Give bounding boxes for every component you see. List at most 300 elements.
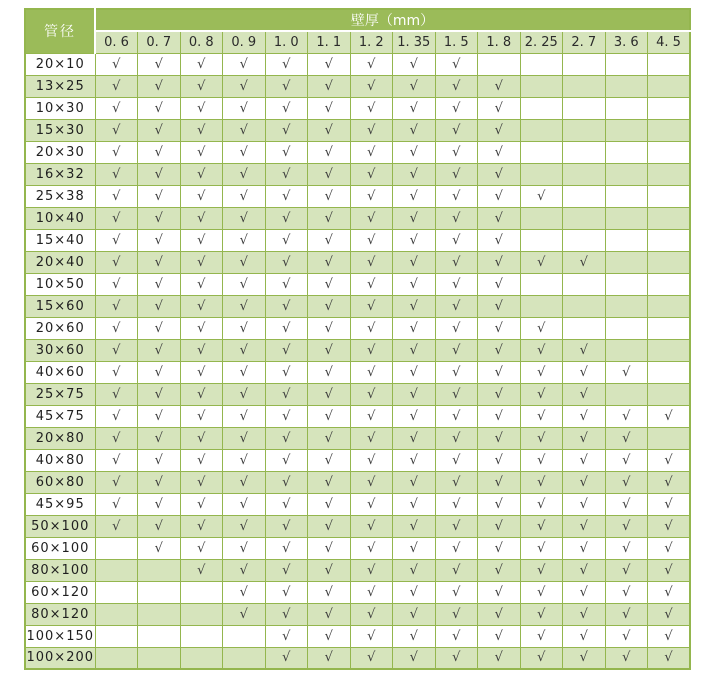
check-cell: √: [435, 119, 478, 141]
check-cell: √: [393, 471, 436, 493]
check-cell: √: [95, 515, 138, 537]
check-cell: √: [520, 185, 563, 207]
check-cell: √: [563, 449, 606, 471]
check-cell: √: [350, 559, 393, 581]
check-cell: √: [223, 383, 266, 405]
empty-cell: [95, 647, 138, 669]
check-cell: √: [180, 449, 223, 471]
empty-cell: [605, 163, 648, 185]
check-cell: √: [95, 53, 138, 75]
row-label-cell: 25×38: [25, 185, 95, 207]
empty-cell: [563, 53, 606, 75]
check-cell: √: [435, 537, 478, 559]
check-cell: √: [180, 537, 223, 559]
check-cell: √: [393, 405, 436, 427]
check-cell: √: [265, 559, 308, 581]
check-cell: √: [435, 361, 478, 383]
check-cell: √: [138, 273, 181, 295]
top-header-wall-thickness: 壁厚（mm）: [95, 9, 690, 31]
check-cell: √: [435, 141, 478, 163]
check-cell: √: [223, 449, 266, 471]
table-row: [25, 471, 690, 493]
row-label-cell: 15×40: [25, 229, 95, 251]
check-cell: √: [478, 295, 521, 317]
check-cell: √: [95, 273, 138, 295]
check-cell: √: [563, 251, 606, 273]
check-cell: √: [393, 427, 436, 449]
thickness-header-cell: 1. 35: [393, 31, 436, 53]
check-cell: √: [563, 339, 606, 361]
check-cell: √: [478, 427, 521, 449]
empty-cell: [605, 207, 648, 229]
check-cell: √: [95, 383, 138, 405]
check-cell: √: [350, 603, 393, 625]
check-cell: √: [393, 141, 436, 163]
empty-cell: [563, 141, 606, 163]
check-cell: √: [223, 515, 266, 537]
empty-cell: [605, 273, 648, 295]
check-cell: √: [478, 251, 521, 273]
table-row: [25, 97, 690, 119]
thickness-header-cell: 0. 6: [95, 31, 138, 53]
check-cell: √: [478, 647, 521, 669]
check-cell: √: [180, 53, 223, 75]
empty-cell: [648, 75, 691, 97]
check-cell: √: [308, 603, 351, 625]
check-cell: √: [435, 185, 478, 207]
row-label-cell: 100×200: [25, 647, 95, 669]
table-row: [25, 295, 690, 317]
check-cell: √: [138, 295, 181, 317]
check-cell: √: [95, 493, 138, 515]
empty-cell: [648, 339, 691, 361]
check-cell: √: [350, 647, 393, 669]
check-cell: √: [180, 427, 223, 449]
check-cell: √: [393, 339, 436, 361]
check-cell: √: [520, 493, 563, 515]
thickness-header-cell: 2. 7: [563, 31, 606, 53]
empty-cell: [605, 295, 648, 317]
table-row: [25, 185, 690, 207]
check-cell: √: [308, 163, 351, 185]
thickness-header-cell: 1. 1: [308, 31, 351, 53]
check-cell: √: [265, 185, 308, 207]
check-cell: √: [563, 625, 606, 647]
empty-cell: [478, 53, 521, 75]
check-cell: √: [563, 427, 606, 449]
check-cell: √: [265, 625, 308, 647]
check-cell: √: [520, 251, 563, 273]
check-cell: √: [95, 251, 138, 273]
check-cell: √: [350, 427, 393, 449]
check-cell: √: [308, 119, 351, 141]
check-cell: √: [435, 207, 478, 229]
check-cell: √: [308, 471, 351, 493]
check-cell: √: [478, 185, 521, 207]
empty-cell: [563, 229, 606, 251]
row-label-cell: 15×30: [25, 119, 95, 141]
check-cell: √: [435, 75, 478, 97]
row-label-cell: 13×25: [25, 75, 95, 97]
row-label-cell: 50×100: [25, 515, 95, 537]
table-row: [25, 603, 690, 625]
check-cell: √: [95, 229, 138, 251]
check-cell: √: [435, 559, 478, 581]
empty-cell: [95, 603, 138, 625]
empty-cell: [648, 295, 691, 317]
check-cell: √: [223, 361, 266, 383]
check-cell: √: [435, 251, 478, 273]
check-cell: √: [350, 471, 393, 493]
check-cell: √: [563, 647, 606, 669]
check-cell: √: [350, 119, 393, 141]
empty-cell: [605, 53, 648, 75]
check-cell: √: [265, 295, 308, 317]
empty-cell: [605, 317, 648, 339]
check-cell: √: [138, 405, 181, 427]
check-cell: √: [265, 119, 308, 141]
check-cell: √: [393, 97, 436, 119]
empty-cell: [95, 537, 138, 559]
check-cell: √: [95, 361, 138, 383]
check-cell: √: [605, 361, 648, 383]
check-cell: √: [605, 427, 648, 449]
check-cell: √: [223, 295, 266, 317]
empty-cell: [648, 383, 691, 405]
check-cell: √: [648, 449, 691, 471]
row-label-cell: 60×120: [25, 581, 95, 603]
empty-cell: [563, 97, 606, 119]
check-cell: √: [180, 471, 223, 493]
check-cell: √: [393, 361, 436, 383]
check-cell: √: [265, 471, 308, 493]
check-cell: √: [648, 537, 691, 559]
row-label-cell: 20×80: [25, 427, 95, 449]
check-cell: √: [308, 141, 351, 163]
empty-cell: [648, 273, 691, 295]
check-cell: √: [265, 163, 308, 185]
check-cell: √: [95, 97, 138, 119]
check-cell: √: [308, 405, 351, 427]
check-cell: √: [180, 75, 223, 97]
check-cell: √: [350, 537, 393, 559]
check-cell: √: [520, 427, 563, 449]
empty-cell: [520, 119, 563, 141]
check-cell: √: [95, 119, 138, 141]
check-cell: √: [435, 317, 478, 339]
check-cell: √: [605, 647, 648, 669]
check-cell: √: [435, 273, 478, 295]
check-cell: √: [180, 97, 223, 119]
check-cell: √: [393, 537, 436, 559]
check-cell: √: [563, 537, 606, 559]
check-cell: √: [223, 471, 266, 493]
check-cell: √: [350, 405, 393, 427]
empty-cell: [95, 625, 138, 647]
thickness-header-cell: 0. 9: [223, 31, 266, 53]
check-cell: √: [350, 317, 393, 339]
table-row: [25, 427, 690, 449]
check-cell: √: [308, 647, 351, 669]
check-cell: √: [180, 339, 223, 361]
check-cell: √: [265, 603, 308, 625]
check-cell: √: [350, 251, 393, 273]
row-label-cell: 45×75: [25, 405, 95, 427]
check-cell: √: [350, 163, 393, 185]
check-cell: √: [605, 515, 648, 537]
check-cell: √: [223, 427, 266, 449]
check-cell: √: [563, 493, 606, 515]
check-cell: √: [435, 625, 478, 647]
check-cell: √: [223, 273, 266, 295]
check-cell: √: [265, 427, 308, 449]
check-cell: √: [435, 97, 478, 119]
row-label-cell: 30×60: [25, 339, 95, 361]
check-cell: √: [435, 449, 478, 471]
check-cell: √: [478, 75, 521, 97]
empty-cell: [648, 427, 691, 449]
table-row: [25, 75, 690, 97]
table-row: [25, 141, 690, 163]
check-cell: √: [648, 515, 691, 537]
table-row: [25, 449, 690, 471]
empty-cell: [648, 207, 691, 229]
check-cell: √: [520, 317, 563, 339]
check-cell: √: [95, 405, 138, 427]
check-cell: √: [308, 97, 351, 119]
empty-cell: [180, 625, 223, 647]
check-cell: √: [223, 317, 266, 339]
check-cell: √: [648, 625, 691, 647]
check-cell: √: [435, 295, 478, 317]
check-cell: √: [350, 75, 393, 97]
check-cell: √: [520, 647, 563, 669]
check-cell: √: [563, 383, 606, 405]
check-cell: √: [180, 119, 223, 141]
check-cell: √: [180, 405, 223, 427]
check-cell: √: [138, 383, 181, 405]
check-cell: √: [520, 383, 563, 405]
check-cell: √: [265, 207, 308, 229]
check-cell: √: [605, 449, 648, 471]
check-cell: √: [350, 53, 393, 75]
check-cell: √: [393, 383, 436, 405]
check-cell: √: [180, 317, 223, 339]
empty-cell: [605, 251, 648, 273]
thickness-header-cell: 1. 2: [350, 31, 393, 53]
check-cell: √: [393, 163, 436, 185]
table-row: [25, 405, 690, 427]
empty-cell: [605, 141, 648, 163]
empty-cell: [520, 141, 563, 163]
check-cell: √: [308, 449, 351, 471]
empty-cell: [648, 251, 691, 273]
check-cell: √: [435, 53, 478, 75]
check-cell: √: [223, 207, 266, 229]
check-cell: √: [138, 207, 181, 229]
check-cell: √: [350, 493, 393, 515]
check-cell: √: [180, 559, 223, 581]
empty-cell: [648, 185, 691, 207]
empty-cell: [138, 581, 181, 603]
check-cell: √: [223, 537, 266, 559]
check-cell: √: [138, 515, 181, 537]
check-cell: √: [223, 493, 266, 515]
check-cell: √: [308, 53, 351, 75]
empty-cell: [648, 317, 691, 339]
empty-cell: [520, 97, 563, 119]
check-cell: √: [223, 405, 266, 427]
table-row: [25, 53, 690, 75]
check-cell: √: [605, 405, 648, 427]
check-cell: √: [435, 581, 478, 603]
check-cell: √: [648, 559, 691, 581]
empty-cell: [520, 163, 563, 185]
row-label-cell: 15×60: [25, 295, 95, 317]
check-cell: √: [265, 251, 308, 273]
empty-cell: [223, 647, 266, 669]
table-row: [25, 207, 690, 229]
row-label-cell: 10×30: [25, 97, 95, 119]
check-cell: √: [350, 229, 393, 251]
table-row: [25, 625, 690, 647]
check-cell: √: [138, 251, 181, 273]
check-cell: √: [265, 339, 308, 361]
empty-cell: [563, 317, 606, 339]
check-cell: √: [478, 229, 521, 251]
check-cell: √: [478, 339, 521, 361]
check-cell: √: [350, 515, 393, 537]
check-cell: √: [223, 97, 266, 119]
check-cell: √: [138, 97, 181, 119]
check-cell: √: [180, 251, 223, 273]
check-cell: √: [520, 537, 563, 559]
empty-cell: [563, 207, 606, 229]
check-cell: √: [605, 581, 648, 603]
table-row: [25, 581, 690, 603]
empty-cell: [605, 339, 648, 361]
check-cell: √: [478, 471, 521, 493]
check-cell: √: [138, 53, 181, 75]
check-cell: √: [435, 339, 478, 361]
check-cell: √: [478, 405, 521, 427]
thickness-header-cell: 3. 6: [605, 31, 648, 53]
check-cell: √: [95, 295, 138, 317]
check-cell: √: [520, 449, 563, 471]
row-label-cell: 10×40: [25, 207, 95, 229]
empty-cell: [520, 53, 563, 75]
row-label-cell: 20×30: [25, 141, 95, 163]
empty-cell: [520, 207, 563, 229]
row-label-cell: 60×80: [25, 471, 95, 493]
check-cell: √: [308, 273, 351, 295]
empty-cell: [605, 75, 648, 97]
table-row: [25, 493, 690, 515]
check-cell: √: [350, 295, 393, 317]
check-cell: √: [563, 515, 606, 537]
check-cell: √: [393, 317, 436, 339]
check-cell: √: [308, 383, 351, 405]
check-cell: √: [478, 361, 521, 383]
check-cell: √: [393, 273, 436, 295]
check-cell: √: [308, 427, 351, 449]
check-cell: √: [223, 141, 266, 163]
check-cell: √: [478, 449, 521, 471]
check-cell: √: [223, 251, 266, 273]
thickness-header-cell: 1. 5: [435, 31, 478, 53]
check-cell: √: [520, 361, 563, 383]
check-cell: √: [435, 471, 478, 493]
row-label-cell: 45×95: [25, 493, 95, 515]
check-cell: √: [180, 141, 223, 163]
check-cell: √: [265, 581, 308, 603]
check-cell: √: [648, 647, 691, 669]
check-cell: √: [223, 53, 266, 75]
check-cell: √: [223, 229, 266, 251]
check-cell: √: [520, 339, 563, 361]
empty-cell: [648, 163, 691, 185]
check-cell: √: [605, 559, 648, 581]
table-row: [25, 273, 690, 295]
check-cell: √: [138, 493, 181, 515]
check-cell: √: [478, 537, 521, 559]
check-cell: √: [478, 581, 521, 603]
row-label-cell: 80×100: [25, 559, 95, 581]
empty-cell: [520, 75, 563, 97]
table-row: [25, 251, 690, 273]
check-cell: √: [520, 559, 563, 581]
check-cell: √: [648, 471, 691, 493]
table-row: [25, 317, 690, 339]
check-cell: √: [265, 537, 308, 559]
empty-cell: [648, 97, 691, 119]
table-row: [25, 537, 690, 559]
empty-cell: [563, 119, 606, 141]
empty-cell: [520, 295, 563, 317]
check-cell: √: [350, 185, 393, 207]
table-row: [25, 163, 690, 185]
empty-cell: [95, 581, 138, 603]
check-cell: √: [308, 317, 351, 339]
empty-cell: [648, 229, 691, 251]
thickness-header-cell: 0. 7: [138, 31, 181, 53]
check-cell: √: [138, 229, 181, 251]
check-cell: √: [350, 141, 393, 163]
check-cell: √: [138, 141, 181, 163]
empty-cell: [180, 647, 223, 669]
check-cell: √: [265, 53, 308, 75]
check-cell: √: [478, 207, 521, 229]
check-cell: √: [265, 361, 308, 383]
check-cell: √: [180, 493, 223, 515]
check-cell: √: [138, 449, 181, 471]
check-cell: √: [180, 185, 223, 207]
check-cell: √: [478, 273, 521, 295]
check-cell: √: [435, 603, 478, 625]
check-cell: √: [138, 163, 181, 185]
check-cell: √: [265, 317, 308, 339]
check-cell: √: [478, 97, 521, 119]
check-cell: √: [563, 471, 606, 493]
check-cell: √: [308, 75, 351, 97]
empty-cell: [648, 141, 691, 163]
check-cell: √: [95, 317, 138, 339]
check-cell: √: [138, 75, 181, 97]
row-label-cell: 10×50: [25, 273, 95, 295]
check-cell: √: [563, 603, 606, 625]
empty-cell: [648, 361, 691, 383]
check-cell: √: [138, 471, 181, 493]
